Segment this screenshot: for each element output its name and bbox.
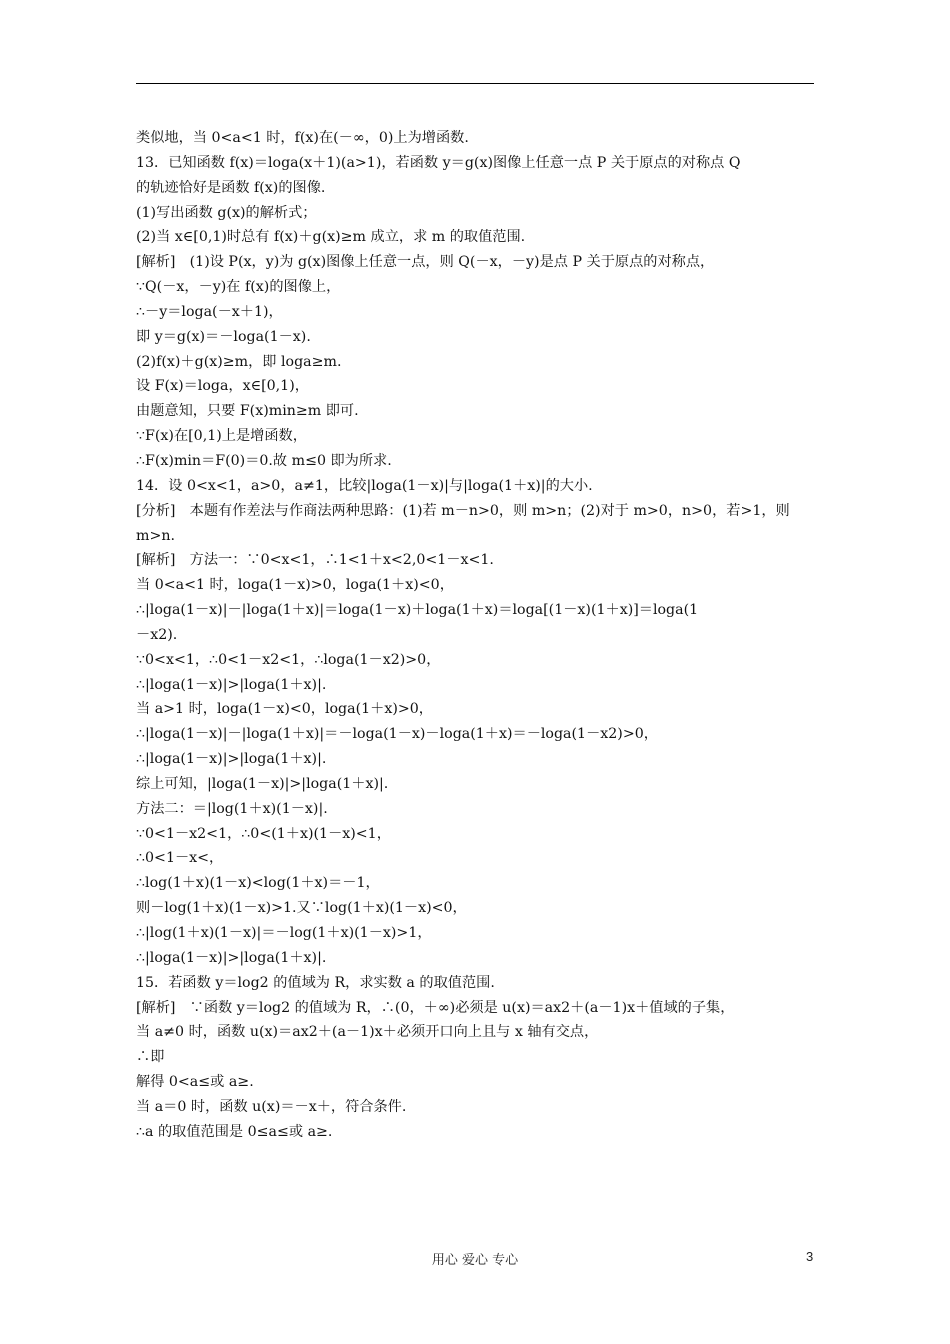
text-line: 解得 0<a≤或 a≥. bbox=[136, 1074, 254, 1091]
text-line: 当 a＝0 时，函数 u(x)＝－x＋，符合条件. bbox=[136, 1098, 407, 1115]
text-line: ∴－y＝loga(－x＋1)， bbox=[136, 303, 283, 320]
header-rule bbox=[136, 83, 814, 84]
problem-15-statement: 15．若函数 y＝log2 的值域为 R，求实数 a 的取值范围. bbox=[136, 974, 495, 991]
text-line: ∴即 bbox=[136, 1049, 165, 1066]
document-body bbox=[136, 126, 816, 1145]
text-line: 综上可知，|loga(1－x)|>|loga(1＋x)|. bbox=[136, 775, 389, 792]
problem-14-statement: 14．设 0<x<1，a>0，a≠1，比较|loga(1－x)|与|loga(1＋x)|的大小. bbox=[136, 477, 593, 494]
problem-13-statement: 13．已知函数 f(x)＝loga(x＋1)(a>1)，若函数 y＝g(x)图像上任意一点 P 关于原点的对称点 Q bbox=[136, 154, 741, 171]
text-line: 类似地，当 0<a<1 时，f(x)在(－∞，0)上为增函数. bbox=[136, 130, 469, 146]
text-line: ∵Q(－x，－y)在 f(x)的图像上， bbox=[136, 279, 341, 296]
text-line: 方法二：＝|log(1＋x)(1－x)|. bbox=[136, 800, 328, 817]
text-line: 当 a>1 时，loga(1－x)<0，loga(1＋x)>0， bbox=[136, 701, 433, 718]
text-line: m>n. bbox=[136, 527, 175, 544]
text-line: 即 y＝g(x)＝－loga(1－x). bbox=[136, 328, 311, 345]
text-line: 设 F(x)＝loga，x∈[0,1)， bbox=[136, 378, 309, 395]
text-line: ∴|loga(1－x)|>|loga(1＋x)|. bbox=[136, 751, 327, 768]
text-line: (2)f(x)＋g(x)≥m，即 loga≥m. bbox=[136, 353, 342, 370]
text-line: (1)写出函数 g(x)的解析式； bbox=[136, 204, 317, 221]
text-line: ∴|loga(1－x)|>|loga(1＋x)|. bbox=[136, 949, 327, 966]
text-line: 则－log(1＋x)(1－x)>1.又∵log(1＋x)(1－x)<0， bbox=[136, 900, 467, 917]
text-line: ∴|log(1＋x)(1－x)|＝－log(1＋x)(1－x)>1， bbox=[136, 925, 432, 941]
text-line: ∴|loga(1－x)|－|loga(1＋x)|＝－loga(1－x)－loga(1＋x)＝－loga(1－x2)>0， bbox=[136, 726, 658, 743]
text-line: 的轨迹恰好是函数 f(x)的图像. bbox=[136, 179, 326, 196]
analysis-line: [分析] 本题有作差法与作商法两种思路：(1)若 m－n>0，则 m>n；(2)对于 m>0，n>0，若>1，则 bbox=[136, 502, 790, 519]
text-line: ∴log(1＋x)(1－x)<log(1＋x)＝－1， bbox=[136, 875, 380, 892]
text-line: ∴F(x)min＝F(0)＝0.故 m≤0 即为所求. bbox=[136, 452, 392, 469]
text-line: ∴a 的取值范围是 0≤a≤或 a≥. bbox=[136, 1123, 333, 1140]
page-number: 3 bbox=[806, 1249, 814, 1264]
text-line: －x2). bbox=[136, 626, 178, 643]
text-line: ∴0<1－x<， bbox=[136, 850, 224, 867]
solution-line: [解析] 方法一：∵0<x<1，∴1<1＋x<2,0<1－x<1. bbox=[136, 552, 494, 569]
solution-line: [解析] (1)设 P(x，y)为 g(x)图像上任意一点，则 Q(－x，－y)是点 P 关于原点的对称点， bbox=[136, 254, 715, 271]
solution-line: [解析] ∵函数 y＝log2 的值域为 R，∴(0，＋∞)必须是 u(x)＝ax2＋(a－1)x＋值域的子集， bbox=[136, 999, 735, 1016]
text-line: 当 0<a<1 时，loga(1－x)>0，loga(1＋x)<0， bbox=[136, 577, 454, 594]
text-line: ∵0<1－x2<1，∴0<(1＋x)(1－x)<1， bbox=[136, 825, 391, 842]
text-line: ∵F(x)在[0,1)上是增函数， bbox=[136, 428, 307, 445]
text-line: (2)当 x∈[0,1)时总有 f(x)＋g(x)≥m 成立，求 m 的取值范围. bbox=[136, 229, 526, 246]
text-line: 由题意知，只要 F(x)min≥m 即可. bbox=[136, 403, 359, 420]
text-line: ∴|loga(1－x)|－|loga(1＋x)|＝loga(1－x)＋loga(1＋x)＝loga[(1－x)(1＋x)]＝loga(1 bbox=[136, 602, 699, 619]
text-line: ∵0<x<1，∴0<1－x2<1，∴loga(1－x2)>0， bbox=[136, 651, 441, 668]
footer-motto: 用心 爱心 专心 bbox=[431, 1253, 519, 1268]
text-line: ∴|loga(1－x)|>|loga(1＋x)|. bbox=[136, 676, 327, 693]
text-line: 当 a≠0 时，函数 u(x)＝ax2＋(a－1)x＋必须开口向上且与 x 轴有交点， bbox=[136, 1024, 599, 1041]
